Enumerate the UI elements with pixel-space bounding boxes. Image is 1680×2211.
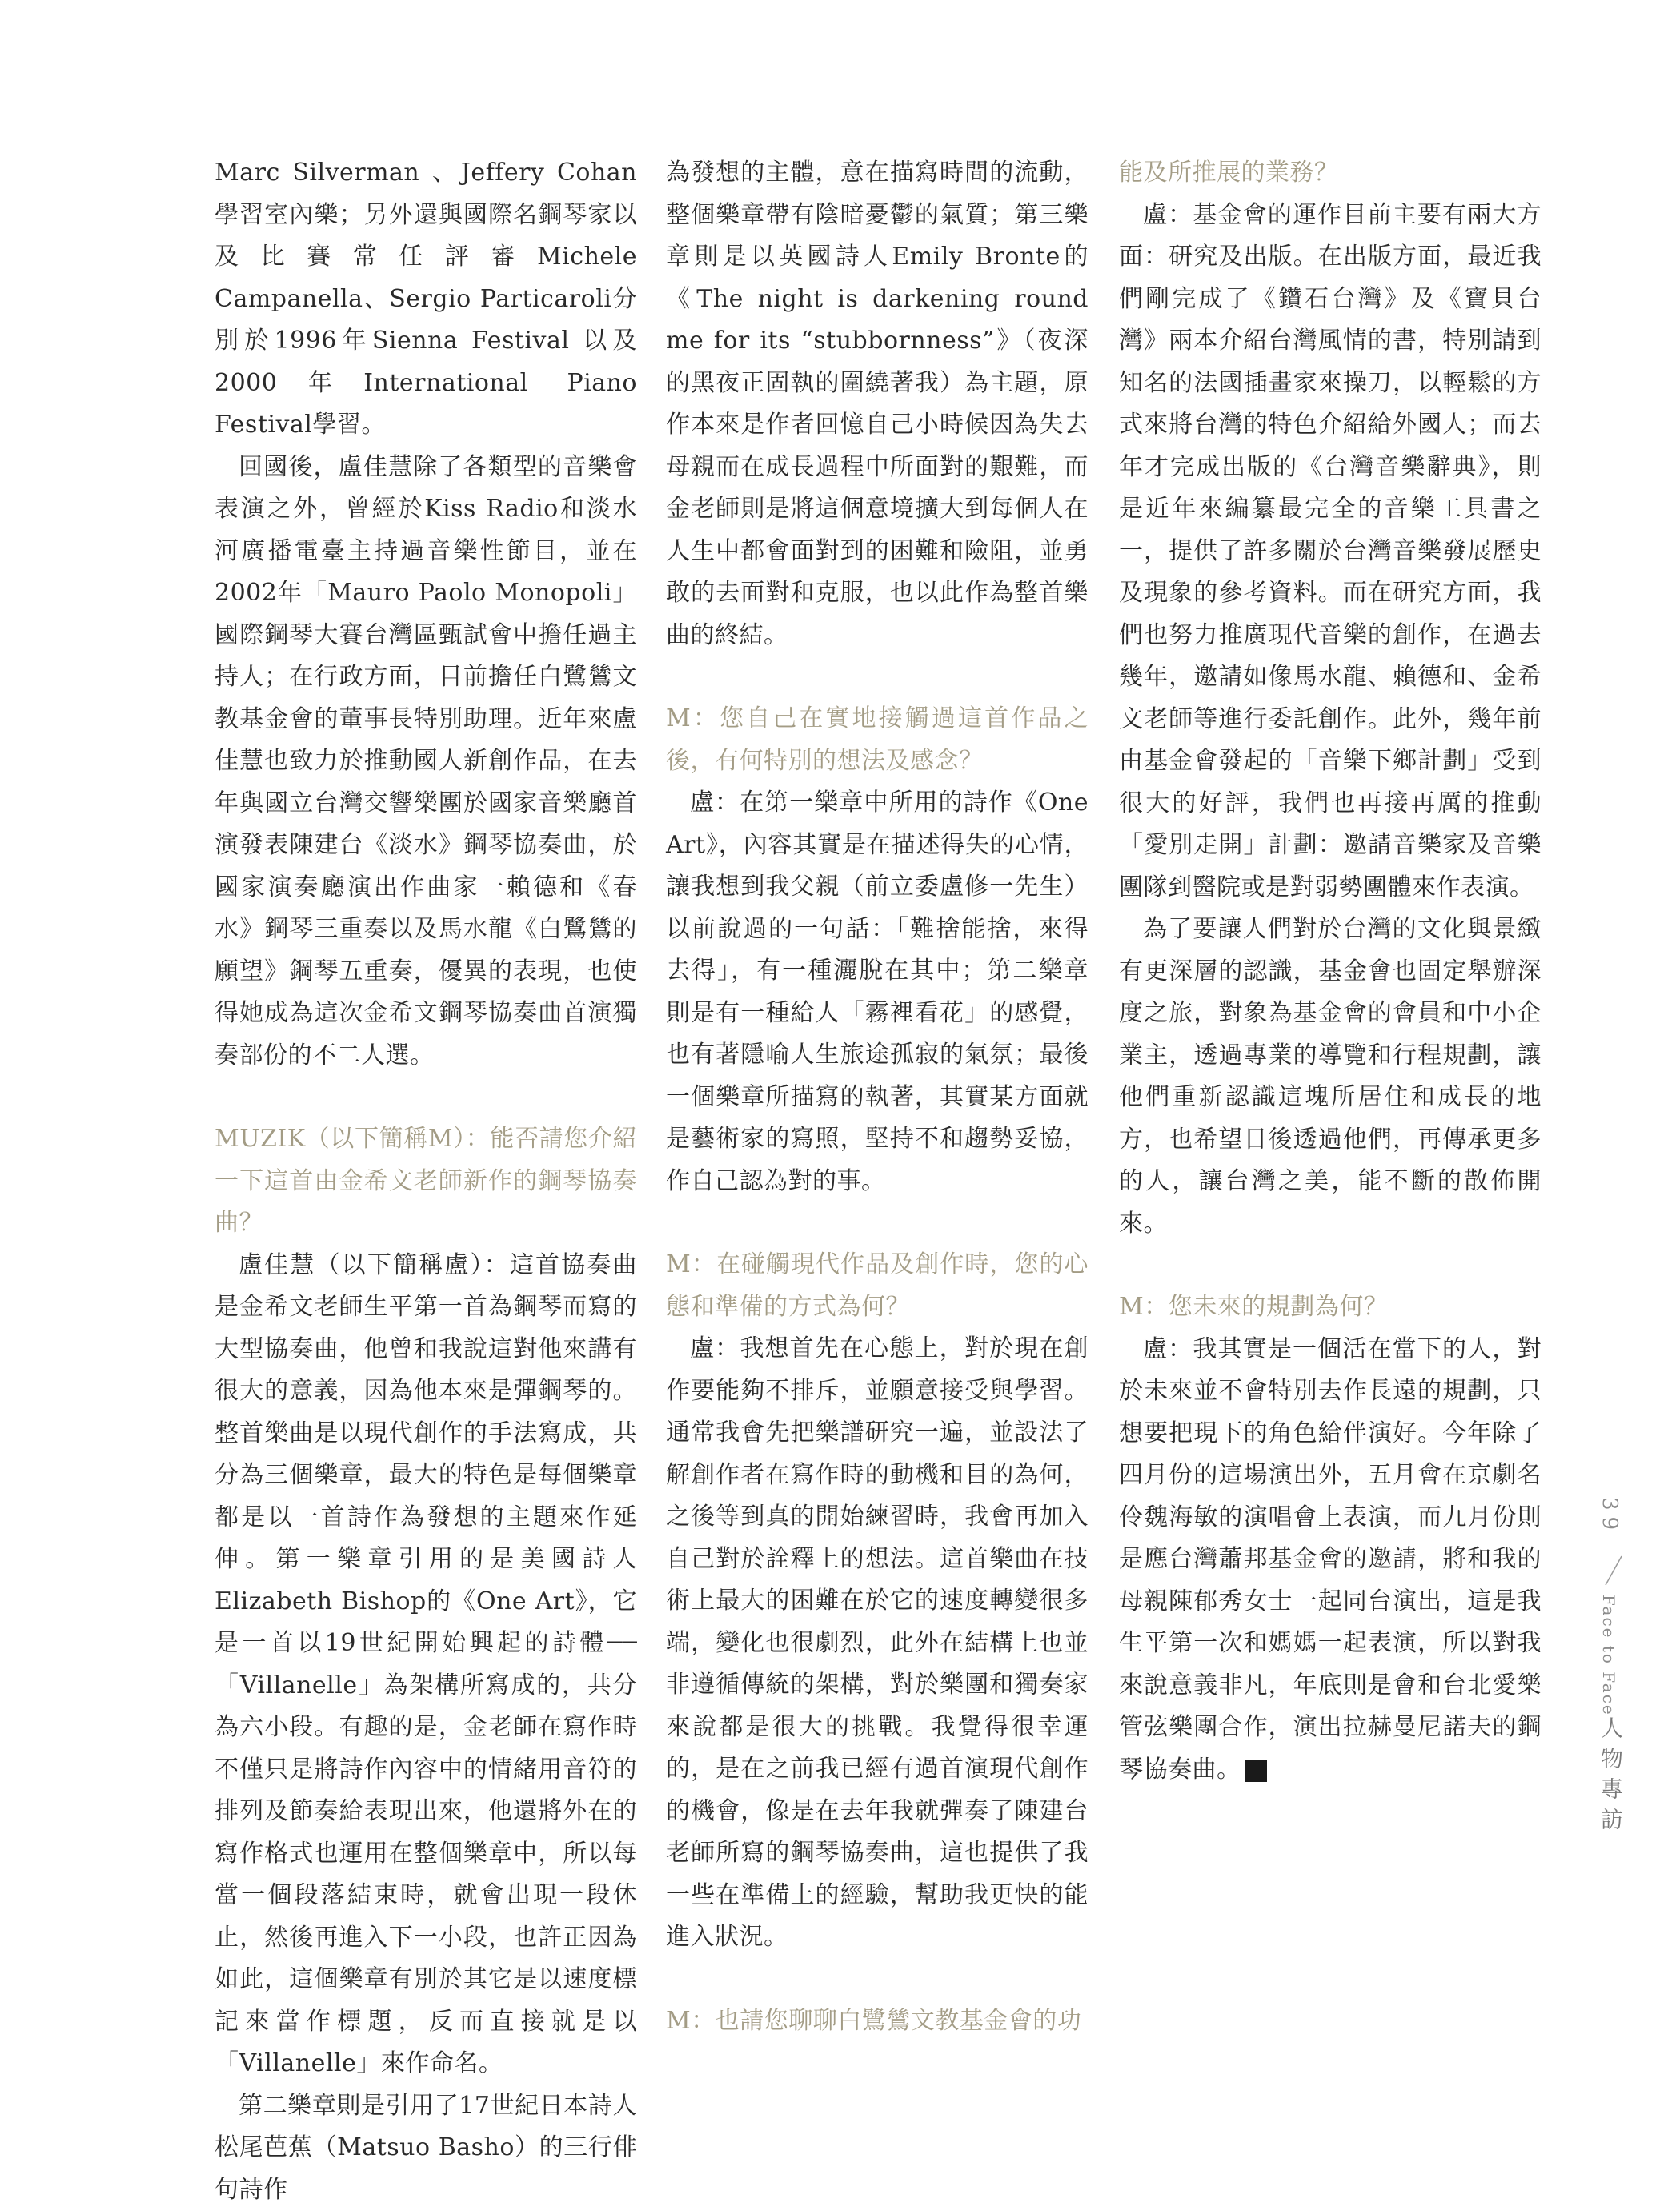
- page-sidebar: [1594, 1497, 1634, 1849]
- body-paragraph: 回國後，盧佳慧除了各類型的音樂會表演之外，曾經於Kiss Radio和淡水河廣播電臺主持過音樂性節目，並在2002年「Mauro Paolo Monopoli」國際鋼琴大賽台灣區甄試會中擔任過主持人；在行政方面，目前擔任白鷺鷥文教基金會的董事長特別助理。近年來盧佳慧也致力於推動國人新創作品，在去年與國立台灣交響樂團於國家音樂廳首演發表陳建台《淡水》鋼琴協奏曲，於國家演奏廳演出作曲家一賴德和《春水》鋼琴三重奏以及馬水龍《白鷺鷥的願望》鋼琴五重奏，優異的表現，也使得她成為這次金希文鋼琴協奏曲首演獨奏部份的不二人選。: [215, 447, 637, 1077]
- interview-answer: 為發想的主體，意在描寫時間的流動，整個樂章帶有陰暗憂鬱的氣質；第三樂章則是以英國詩人Emily Bronte的《The night is darkening round me for its “stubbornness”》（夜深的黑夜正固執的圍繞著我）為主題，原作本來是作者回憶自己小時候因為失去母親而在成長過程中所面對的艱難，而金老師則是將這個意境擴大到每個人在人生中都會面對到的困難和險阻，並勇敢的去面對和克服，也以此作為整首樂曲的終結。: [666, 152, 1089, 656]
- interview-question: M：您自己在實地接觸過這首作品之後，有何特別的想法及感念？: [666, 698, 1089, 782]
- interview-answer: 為了要讓人們對於台灣的文化與景緻有更深層的認識，基金會也固定舉辦深度之旅，對象為基金會的會員和中小企業主，透過專業的導覽和行程規劃，讓他們重新認識這塊所居住和成長的地方，也希望日後透過他們，再傳承更多的人，讓台灣之美，能不斷的散佈開來。: [1119, 909, 1542, 1245]
- section-label-zh: 人物專訪: [1594, 1716, 1626, 1838]
- interview-answer: 盧：在第一樂章中所用的詩作《One Art》，內容其實是在描述得失的心情，讓我想到我父親（前立委盧修一先生）以前說過的一句話：「難捨能捨，來得去得」，有一種灑脫在其中；第二樂章則是有一種給人「霧裡看花」的感覺，也有著隱喻人生旅途孤寂的氣氛；最後一個樂章所描寫的執著，其實某方面就是藝術家的寫照，堅持不和趨勢妥協，作自己認為對的事。: [666, 782, 1089, 1202]
- interview-answer: 第二樂章則是引用了17世紀日本詩人松尾芭蕉（Matsuo Basho）的三行俳句詩作: [215, 2085, 637, 2211]
- interview-answer: 盧：基金會的運作目前主要有兩大方面：研究及出版。在出版方面，最近我們剛完成了《鑽石台灣》及《寶貝台灣》兩本介紹台灣風情的書，特別請到知名的法國插畫家來操刀，以輕鬆的方式來將台灣的特色介紹給外國人；而去年才完成出版的《台灣音樂辭典》，則是近年來編纂最完全的音樂工具書之一，提供了許多關於台灣音樂發展歷史及現象的參考資料。而在研究方面，我們也努力推廣現代音樂的創作，在過去幾年，邀請如像馬水龍、賴德和、金希文老師等進行委託創作。此外，幾年前由基金會發起的「音樂下鄉計劃」受到很大的好評，我們也再接再厲的推動「愛別走開」計劃：邀請音樂家及音樂團隊到醫院或是對弱勢團體來作表演。: [1119, 195, 1542, 909]
- article-column-2: [666, 152, 1089, 2042]
- page-number: 39: [1598, 1497, 1622, 1536]
- interview-question: 能及所推展的業務？: [1119, 152, 1542, 195]
- section-label-en: Face to Face: [1599, 1595, 1618, 1716]
- body-paragraph: Marc Silverman 、Jeffery Cohan學習室內樂；另外還與國際名鋼琴家以及比賽常任評審Michele Campanella、Sergio Particaroli分別於1996年Sienna Festival 以及2000年International Piano Festival學習。: [215, 152, 637, 447]
- interview-answer: 盧佳慧（以下簡稱盧）：這首協奏曲是金希文老師生平第一首為鋼琴而寫的大型協奏曲，他曾和我說這對他來講有很大的意義，因為他本來是彈鋼琴的。整首樂曲是以現代創作的手法寫成，共分為三個樂章，最大的特色是每個樂章都是以一首詩作為發想的主題來作延伸。第一樂章引用的是美國詩人Elizabeth Bishop的《One Art》，它是一首以19世紀開始興起的詩體──「Villanelle」為架構所寫成的，共分為六小段。有趣的是，金老師在寫作時不僅只是將詩作內容中的情緒用音符的排列及節奏給表現出來，他還將外在的寫作格式也運用在整個樂章中，所以每當一個段落結束時，就會出現一段休止，然後再進入下一小段，也許正因為如此，這個樂章有別於其它是以速度標記來當作標題，反而直接就是以「Villanelle」來作命名。: [215, 1245, 637, 2085]
- interview-question: MUZIK（以下簡稱M）：能否請您介紹一下這首由金希文老師新作的鋼琴協奏曲？: [215, 1118, 637, 1245]
- interview-answer: [1119, 1329, 1542, 1792]
- interview-question: M：也請您聊聊白鷺鷥文教基金會的功: [666, 2000, 1089, 2043]
- interview-question: M：您未來的規劃為何？: [1119, 1286, 1542, 1329]
- interview-question: M：在碰觸現代作品及創作時，您的心態和準備的方式為何？: [666, 1244, 1089, 1328]
- article-column-3: [1119, 152, 1542, 1791]
- interview-answer: 盧：我想首先在心態上，對於現在創作要能夠不排斥，並願意接受與學習。通常我會先把樂譜研究一遍，並設法了解創作者在寫作時的動機和目的為何，之後等到真的開始練習時，我會再加入自己對於詮釋上的想法。這首樂曲在技術上最大的困難在於它的速度轉變很多端，變化也很劇烈，此外在結構上也並非遵循傳統的架構，對於樂團和獨奏家來說都是很大的挑戰。我覺得很幸運的，是在之前我已經有過首演現代創作的機會，像是在去年我就彈奏了陳建台老師所寫的鋼琴協奏曲，這也提供了我一些在準備上的經驗，幫助我更快的能進入狀況。: [666, 1328, 1089, 1959]
- end-mark-icon: M: [1245, 1760, 1267, 1782]
- final-answer-text: 盧：我其實是一個活在當下的人，對於未來並不會特別去作長遠的規劃，只想要把現下的角色給伴演好。今年除了四月份的這場演出外，五月會在京劇名伶魏海敏的演唱會上表演，而九月份則是應台灣蕭邦基金會的邀請，將和我的母親陳郁秀女士一起同台演出，這是我生平第一次和媽媽一起表演，所以對我來說意義非凡，年底則是會和台北愛樂管弦樂團合作，演出拉赫曼尼諾夫的鋼琴協奏曲。: [1119, 1335, 1542, 1784]
- article-column-1: [215, 152, 637, 2211]
- slash-divider-icon: [1602, 1555, 1625, 1587]
